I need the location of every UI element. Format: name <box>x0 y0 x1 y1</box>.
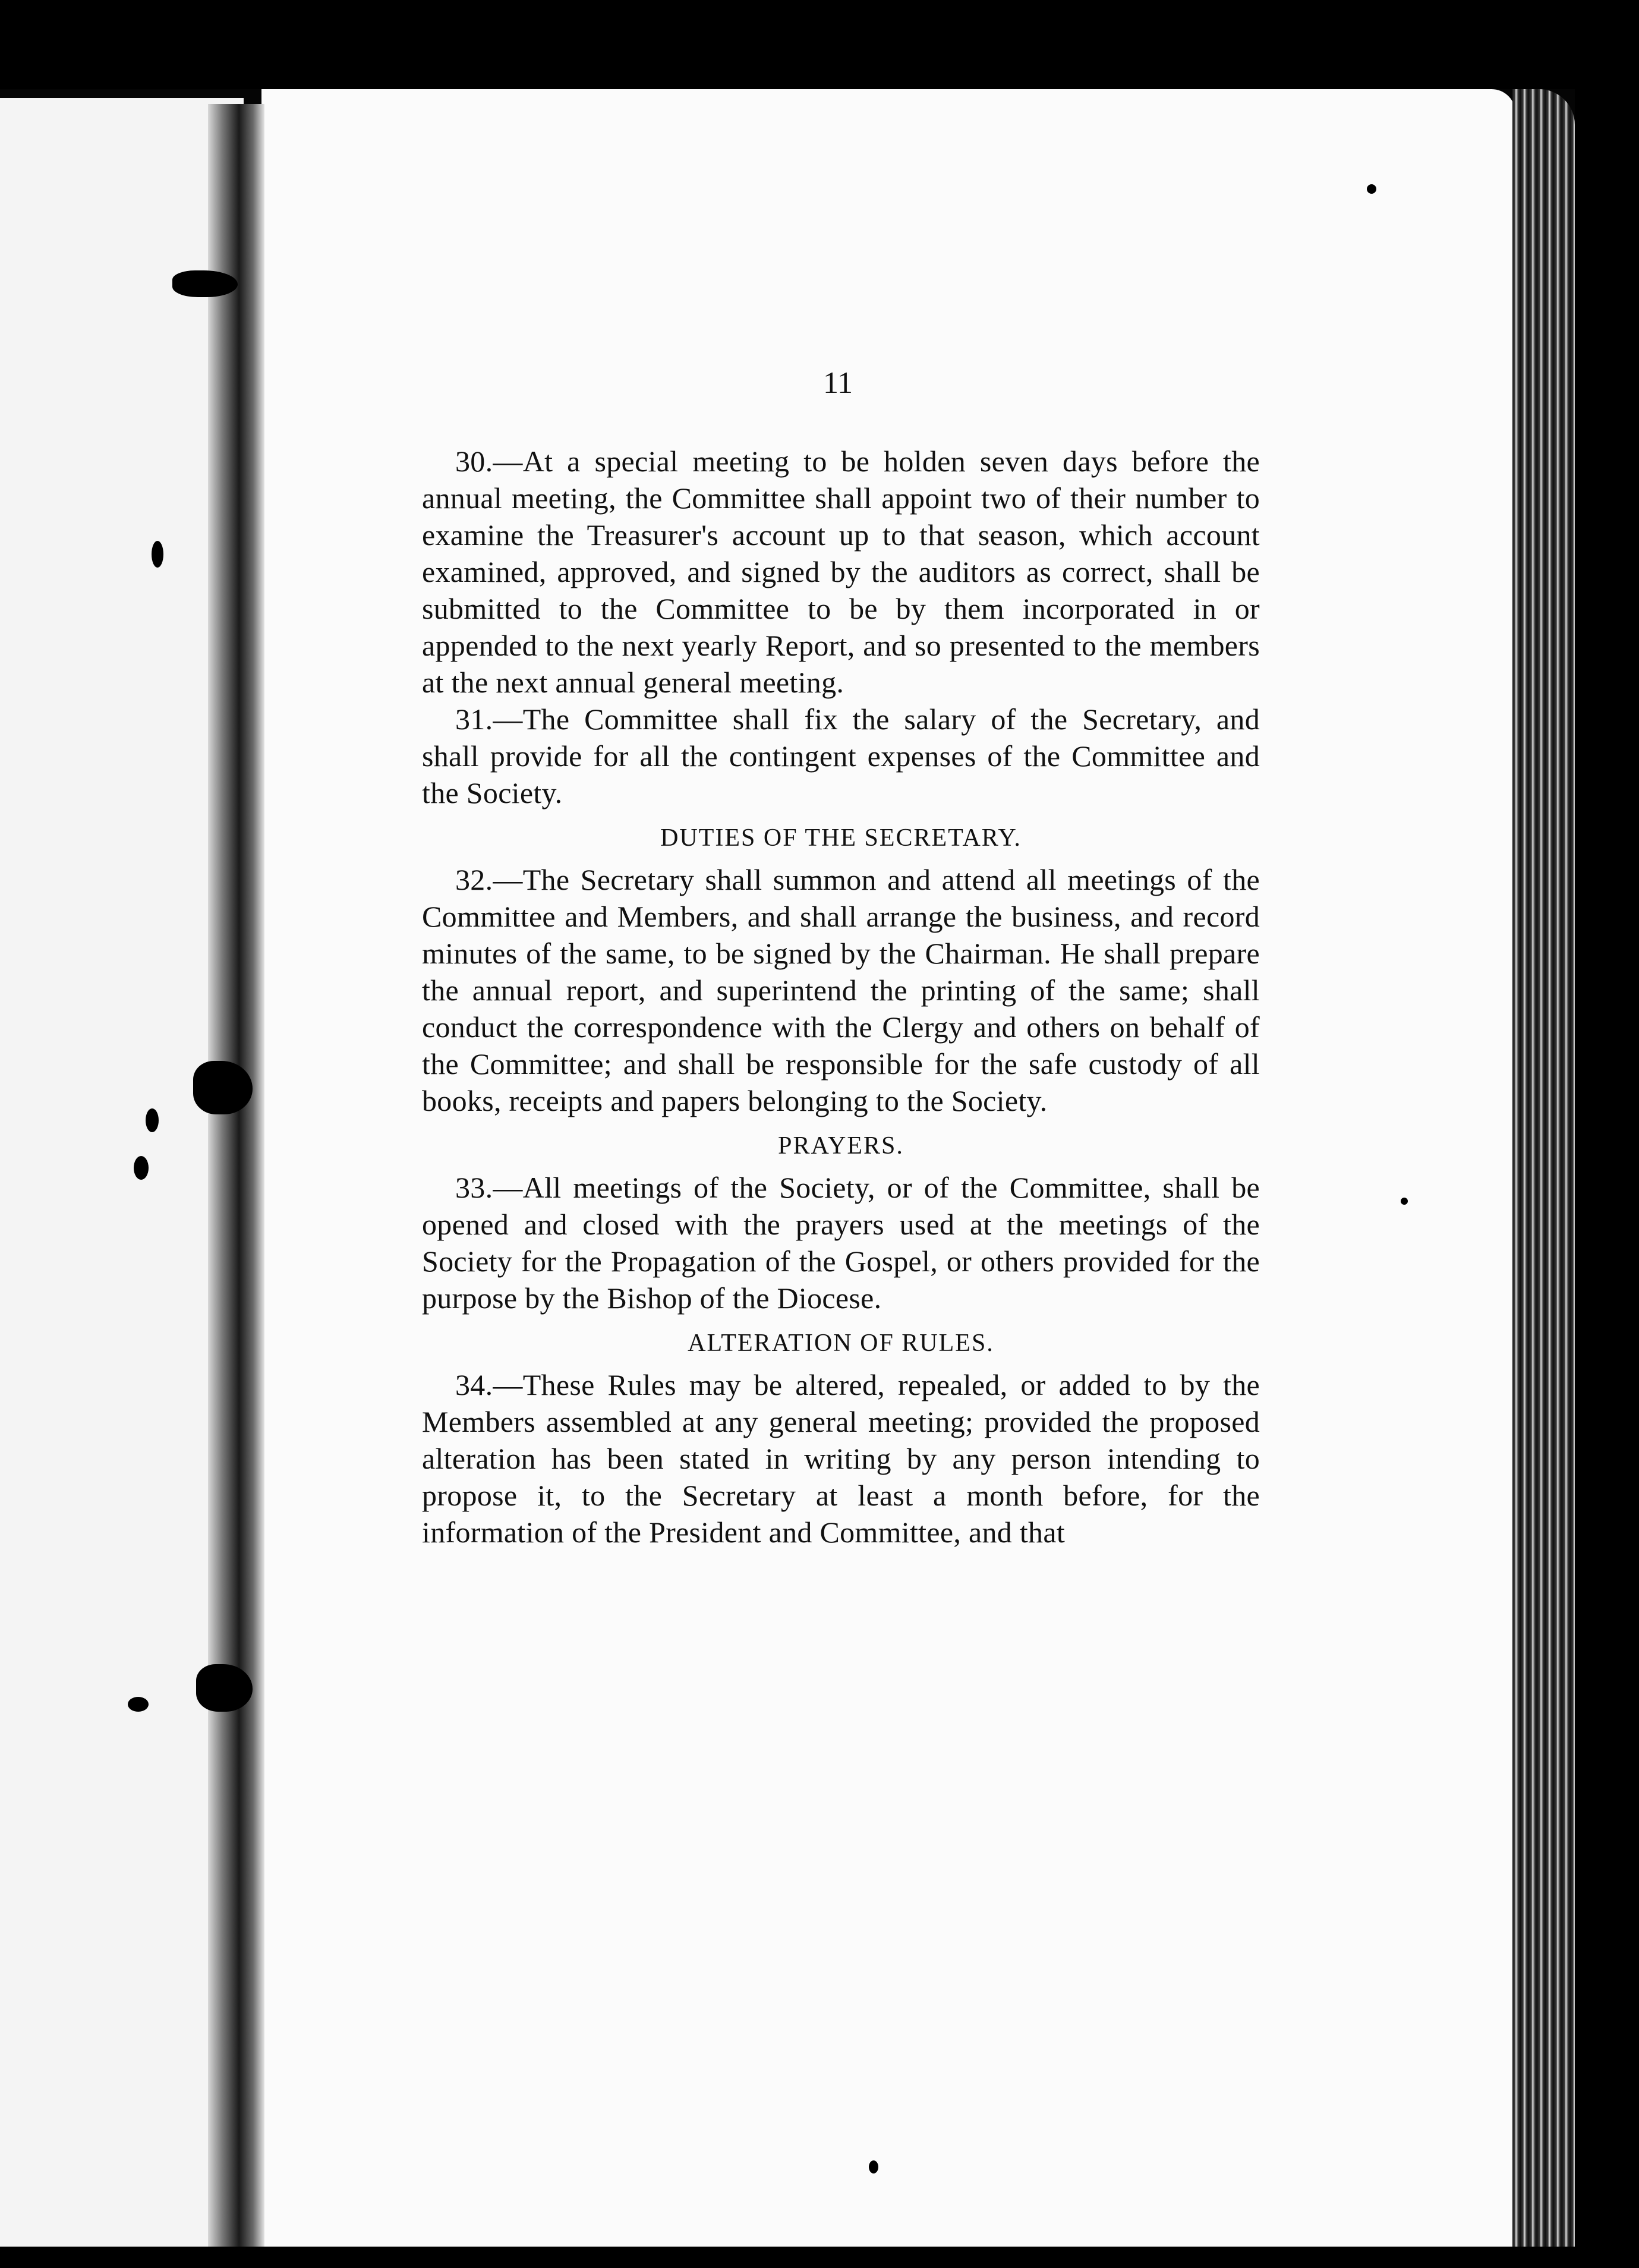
binding-hole-2 <box>193 1061 253 1114</box>
heading-alteration-of-rules: ALTERATION OF RULES. <box>688 1330 994 1357</box>
binding-gutter <box>208 104 264 2268</box>
binding-hole-3 <box>196 1664 253 1712</box>
rule-34: 34.—These Rules may be altered, repealed, or added to by the Members assembled at any general meeting; provided the proposed alteration has been stated in writing by any person intending to propose it, to the Secretary at least a month before, for the information of the President and Committee, and that <box>422 1368 1260 1549</box>
margin-mark-4 <box>128 1697 149 1712</box>
page-speck-3 <box>869 2160 878 2174</box>
margin-mark-1 <box>152 541 163 568</box>
page-edge-stack <box>1512 89 1575 2264</box>
bottom-scan-border <box>0 2247 1639 2268</box>
margin-mark-2 <box>146 1108 159 1132</box>
page-speck-2 <box>1401 1198 1408 1205</box>
page-number: 11 <box>822 366 853 400</box>
heading-duties-of-secretary: DUTIES OF THE SECRETARY. <box>660 824 1022 852</box>
margin-mark-3 <box>134 1156 149 1180</box>
left-page-margin <box>0 98 244 2268</box>
rule-33: 33.—All meetings of the Society, or of the Committee, shall be opened and closed with the prayers used at the meetings of the Society for the Propagation of the Gospel, or others provided for the purpose by the Bishop of the Diocese. <box>422 1171 1260 1315</box>
heading-prayers: PRAYERS. <box>778 1132 904 1160</box>
right-scan-border <box>1575 0 1639 2268</box>
rule-30: 30.—At a special meeting to be holden seven days before the annual meeting, the Committee shall appoint two of their number to examine the Treasurer's account up to that season, which account examined, approved, and signed by the auditors as correct, shall be submitted to the Committee to be by them incorporated in or appended to the next yearly Report, and so presented to the members at the next annual general meeting. <box>422 445 1260 699</box>
top-scan-border <box>0 0 1639 89</box>
page-text <box>422 443 1260 1551</box>
rule-31: 31.—The Committee shall fix the salary of the Secretary, and shall provide for all the contingent expenses of the Committee and the Society. <box>422 703 1260 809</box>
rule-32: 32.—The Secretary shall summon and attend all meetings of the Committee and Members, and shall arrange the business, and record minutes of the same, to be signed by the Chairman. He shall prepare the annual report, and superintend the printing of the same; shall conduct the correspondence with the Clergy and others on behalf of the Committee; and shall be responsible for the safe custody of all books, receipts and papers belonging to the Society. <box>422 863 1260 1117</box>
page-speck-1 <box>1367 184 1376 194</box>
binding-hole-1 <box>172 270 238 297</box>
